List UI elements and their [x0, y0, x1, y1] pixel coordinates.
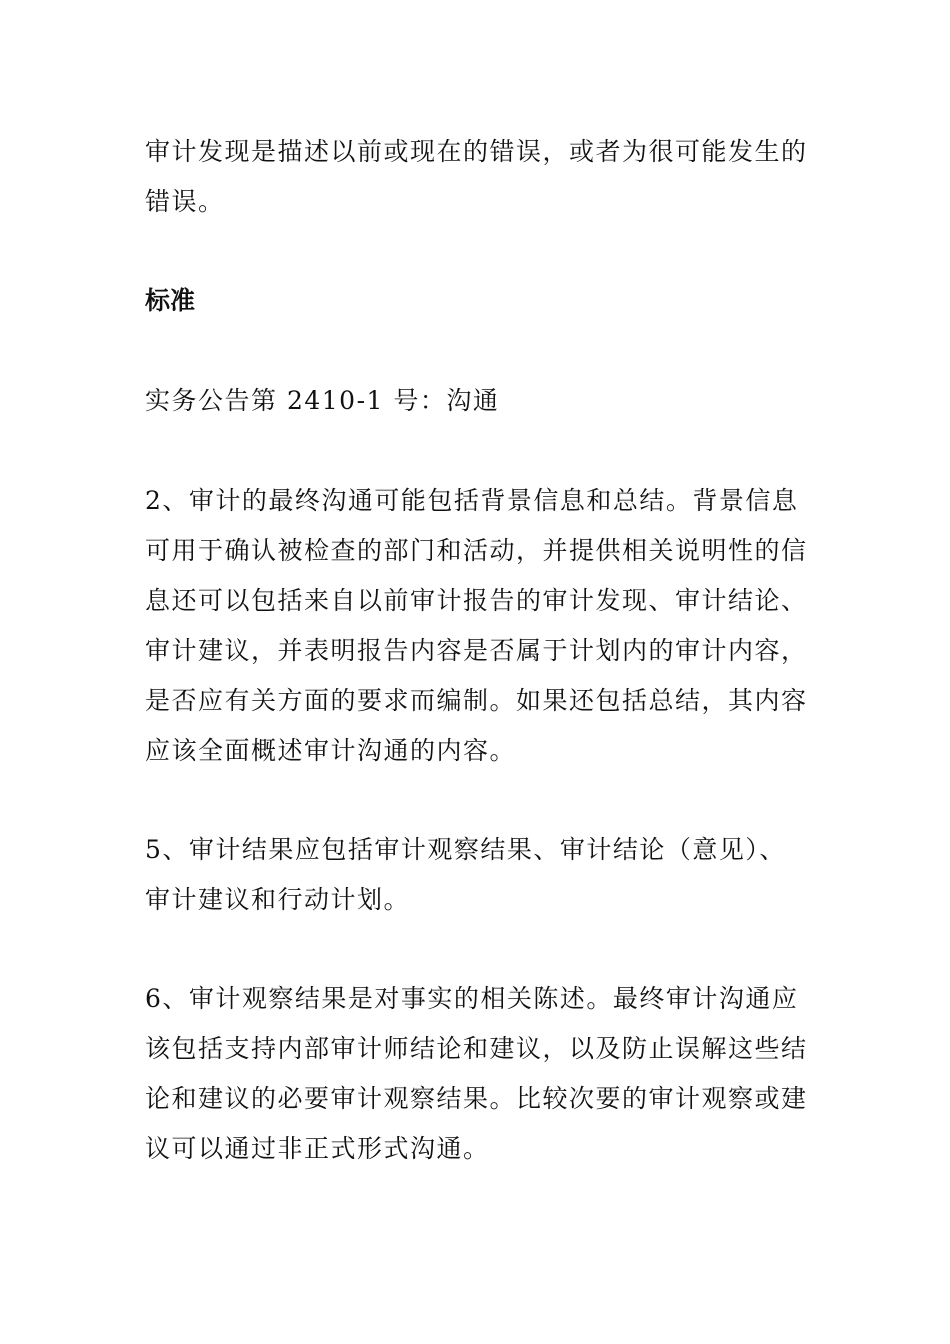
source-reference: 实务公告第 2410-1 号：沟通 [145, 386, 500, 415]
intro-paragraph: 审计发现是描述以前或现在的错误，或者为很可能发生的错误。 [145, 137, 808, 216]
paragraph-5: 5、审计结果应包括审计观察结果、审计结论（意见）、审计建议和行动计划。 [145, 835, 786, 914]
paragraph-6: 6、审计观察结果是对事实的相关陈述。最终审计沟通应该包括支持内部审计师结论和建议，以及防止误解这些结论和建议的必要审计观察结果。比较次要的审计观察或建议可以通过非正式形式沟通。 [145, 984, 808, 1163]
paragraph-2: 2、审计的最终沟通可能包括背景信息和总结。背景信息可用于确认被检查的部门和活动，并提供相关说明性的信息还可以包括来自以前审计报告的审计发现、审计结论、审计建议，并表明报告内容是否属于计划内的审计内容，是否应有关方面的要求而编制。如果还包括总结，其内容应该全面概述审计沟通的内容。 [145, 486, 808, 765]
section-heading: 标准 [145, 286, 196, 315]
